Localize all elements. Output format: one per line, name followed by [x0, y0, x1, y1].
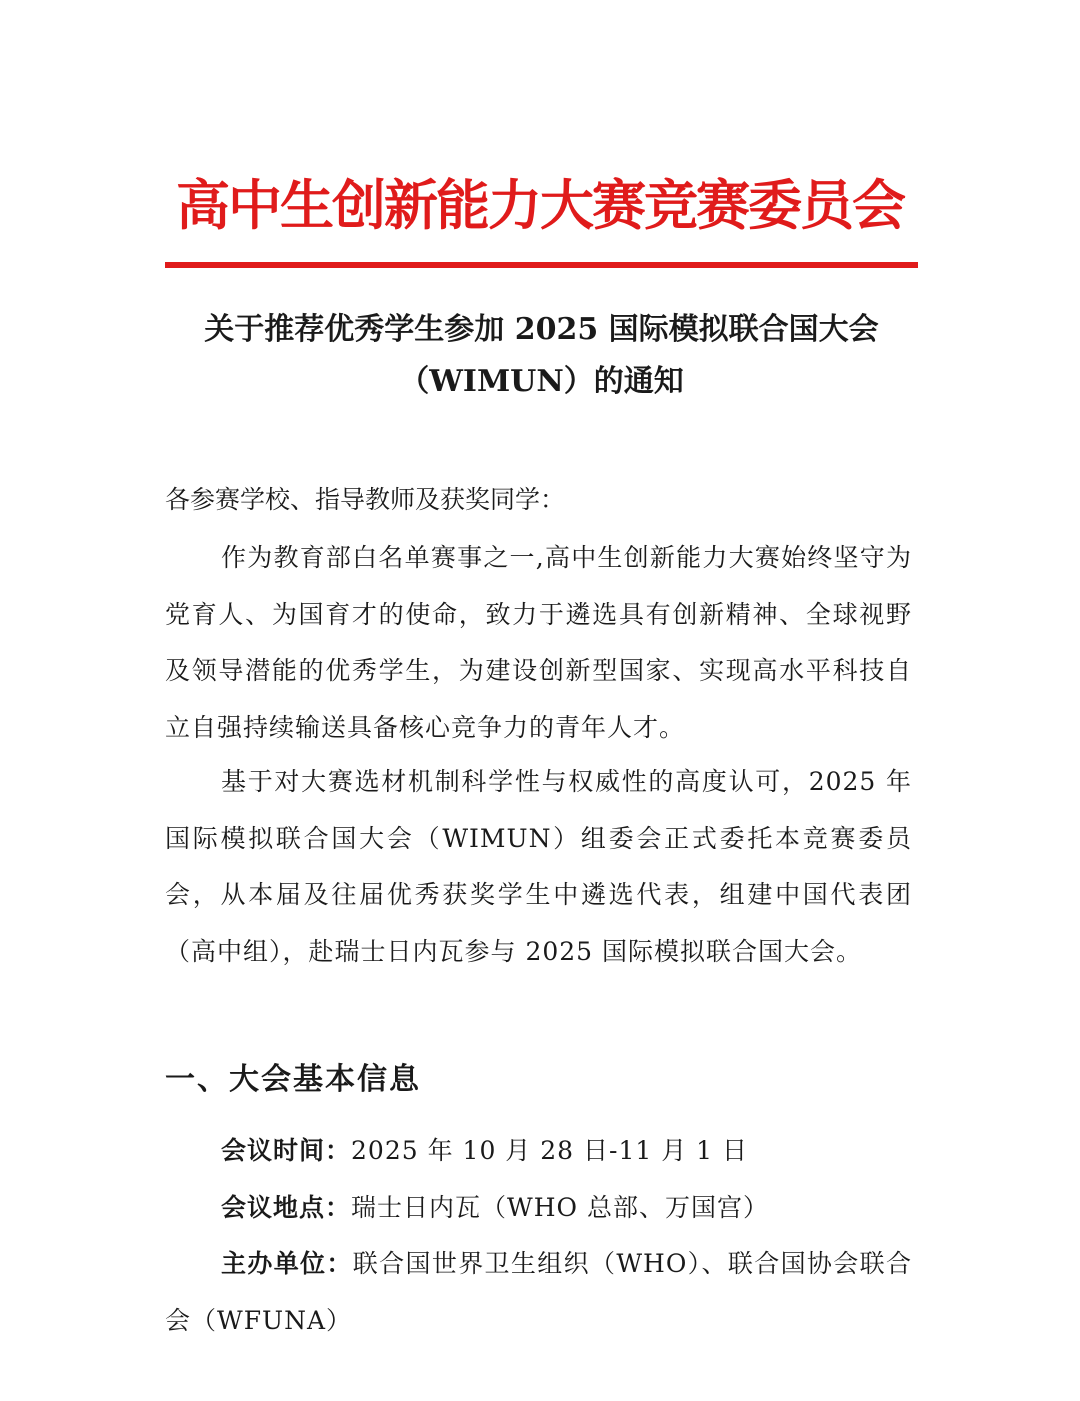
body-paragraph-1: 作为教育部白名单赛事之一,高中生创新能力大赛始终坚守为党育人、为国育才的使命，致力于遴选具有创新精神、全球视野及领导潜能的优秀学生，为建设创新型国家、实现高水平科技自立自强持续输送具备核心竞争力的青年人才。 [165, 543, 912, 742]
header-red-rule [165, 262, 918, 268]
info-meeting-time-label: 会议时间： [221, 1136, 352, 1165]
info-host-organizer-label: 主办单位： [221, 1249, 353, 1278]
info-meeting-place-value: 瑞士日内瓦（WHO 总部、万国宫） [351, 1193, 769, 1222]
info-meeting-place [165, 1180, 912, 1237]
notice-title-line-1: 关于推荐优秀学生参加 2025 国际模拟联合国大会 [204, 312, 879, 347]
info-meeting-time-value: 2025 年 10 月 28 日-11 月 1 日 [351, 1136, 749, 1165]
info-host-organizer-value: 联合国世界卫生组织（WHO）、联合国协会联合会（WFUNA） [165, 1249, 912, 1335]
section-heading-basic-info: 一、大会基本信息 [165, 1062, 421, 1097]
info-host-organizer [165, 1236, 912, 1349]
salutation: 各参赛学校、指导教师及获奖同学： [165, 485, 566, 514]
notice-title-line-2: （WIMUN）的通知 [399, 364, 684, 399]
body-paragraph-2: 基于对大赛选材机制科学性与权威性的高度认可，2025 年国际模拟联合国大会（WIMUN）组委会正式委托本竞赛委员会，从本届及往届优秀获奖学生中遴选代表，组建中国代表团（高中组），赴瑞士日内瓦参与 2025 国际模拟联合国大会。 [165, 767, 912, 966]
info-meeting-place-label: 会议地点： [221, 1193, 352, 1222]
info-meeting-time [165, 1123, 912, 1180]
notice-title [165, 304, 918, 408]
organization-header: 高中生创新能力大赛竞赛委员会 [176, 173, 904, 237]
